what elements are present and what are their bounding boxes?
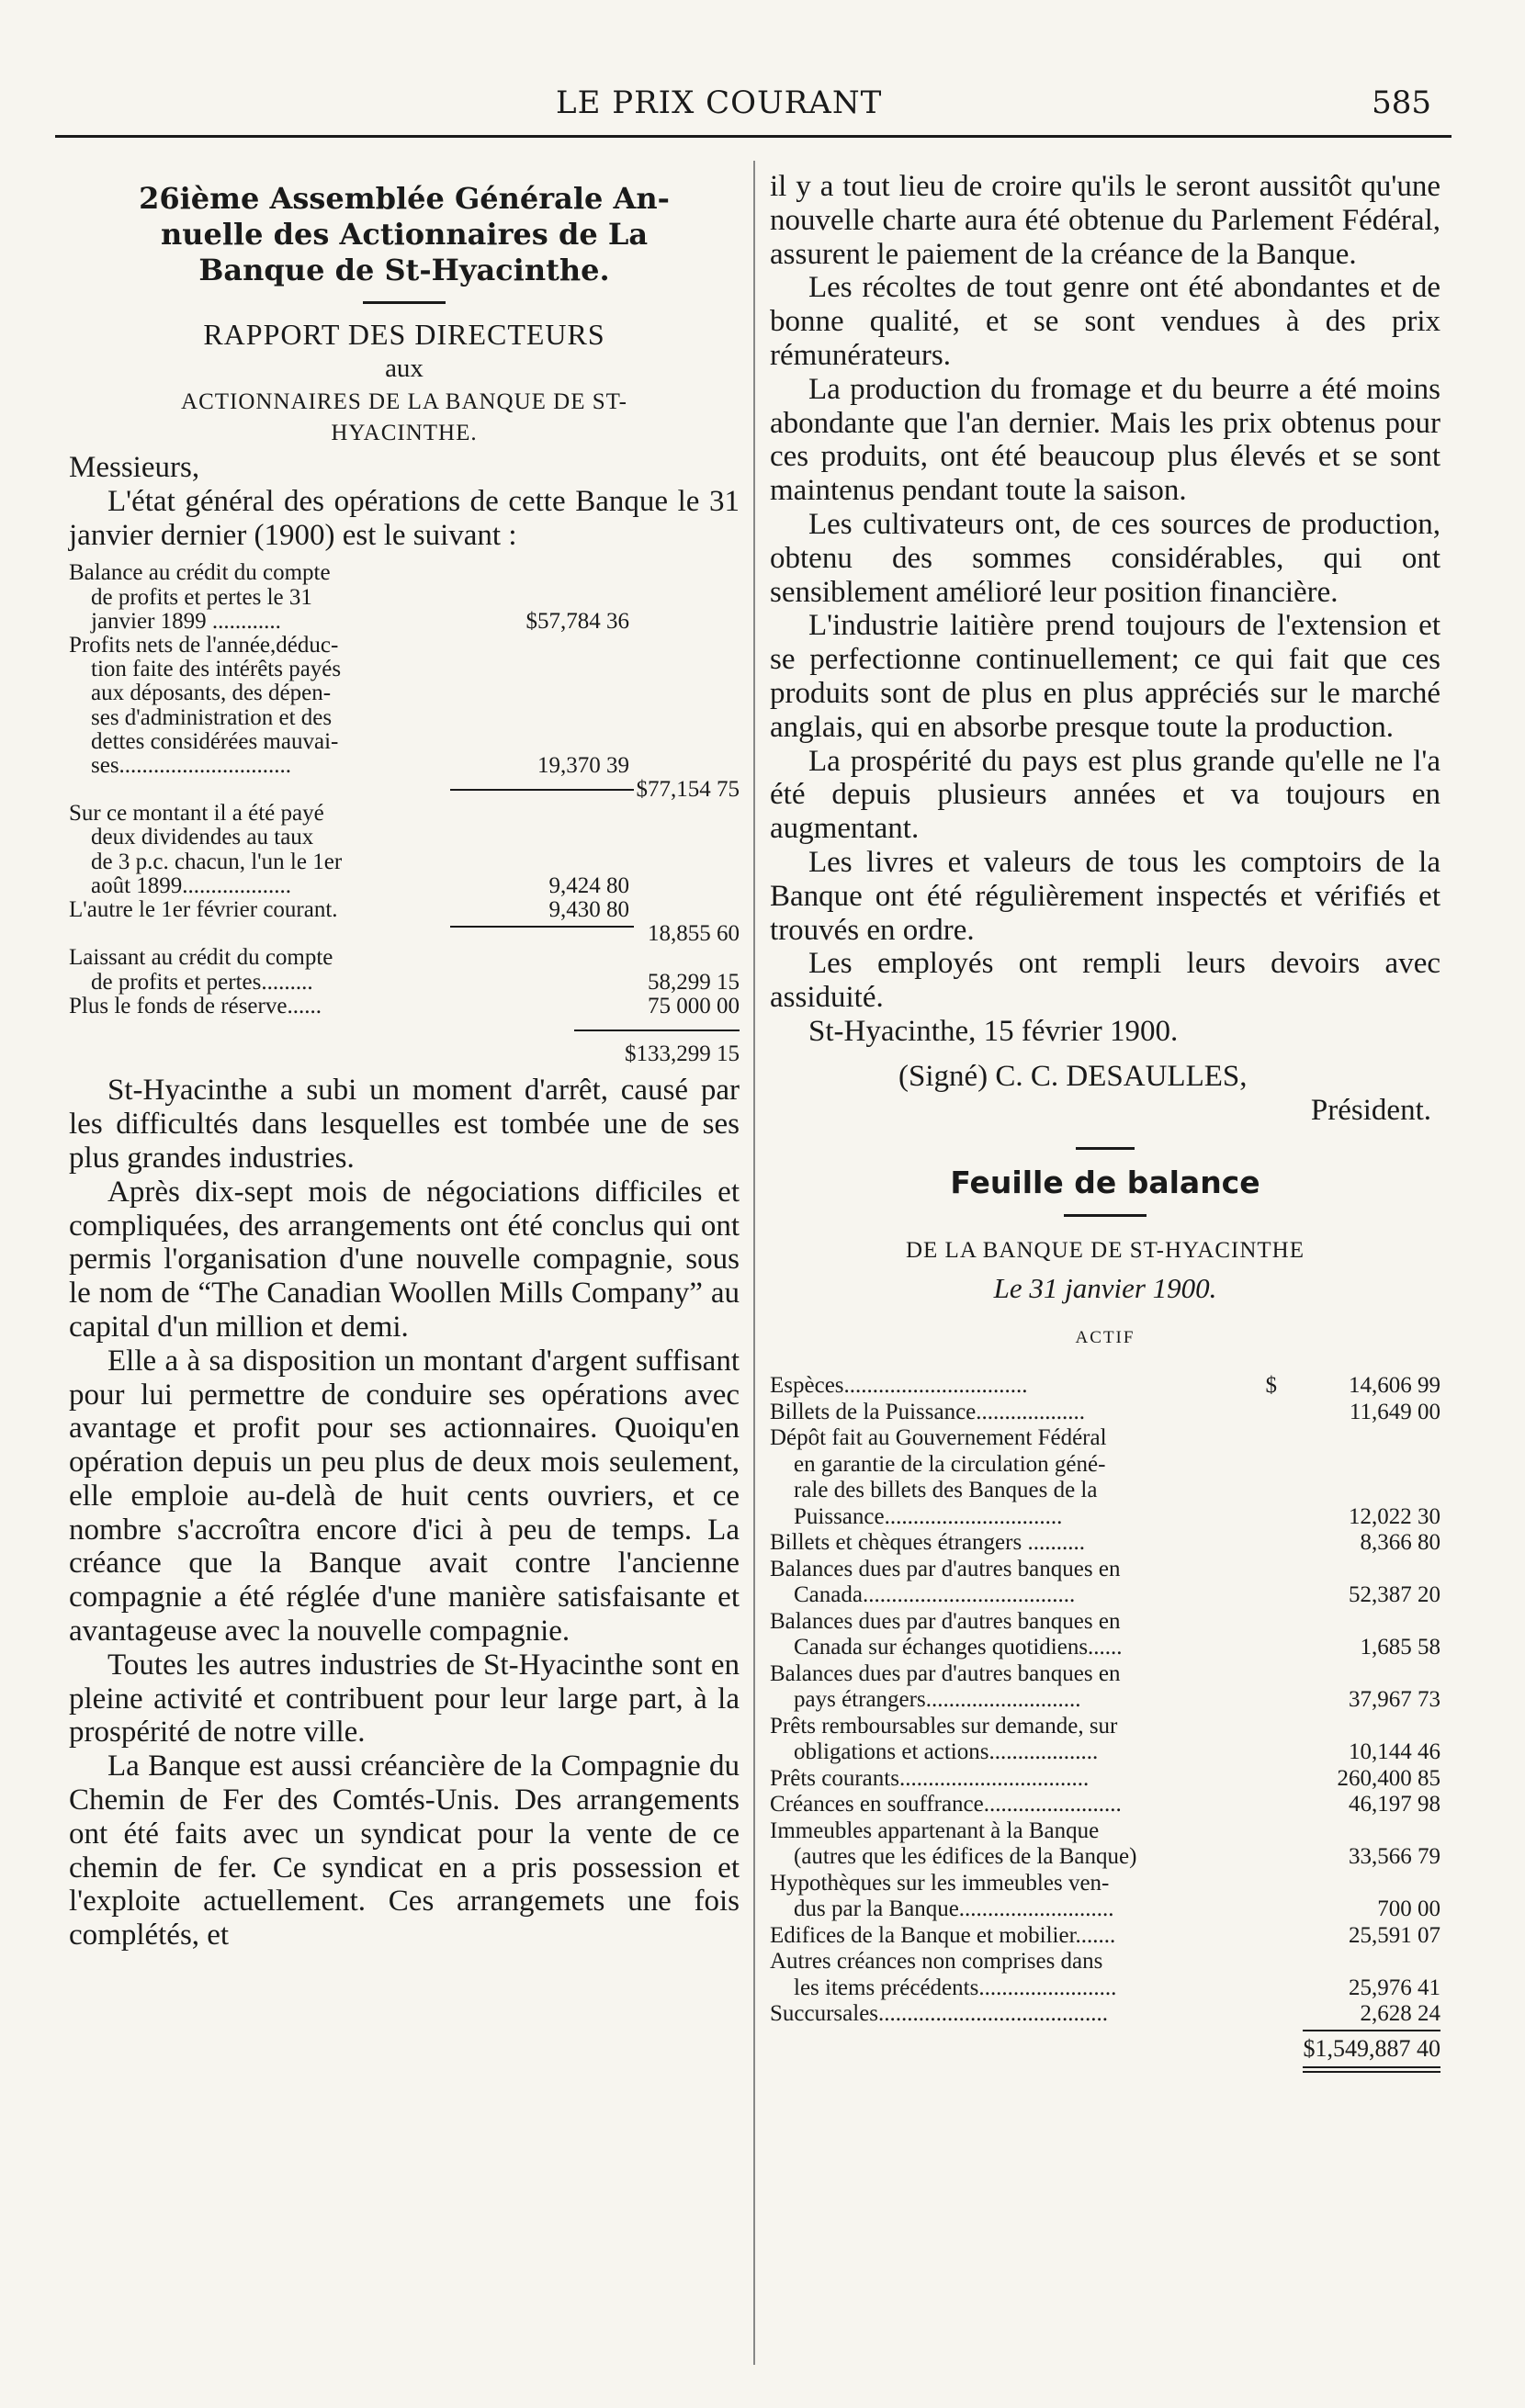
- paragraph: La Banque est aussi créancière de la Compagnie du Chemin de Fer des Comtés-Unis. Des arrangements ont été faits avec un syndicat pour la vente de ce chemin de fer. Ce syndicat en a pris possession et l'exploite actuellement. Ces arrangemets une fois complétés, et: [69, 1750, 740, 1952]
- ledger-row: [69, 681, 740, 705]
- ledger-description: Profits nets de l'année,déduc-: [69, 633, 339, 658]
- intro-paragraph: L'état général des opérations de cette Banque le 31 janvier dernier (1900) est le suivant :: [69, 484, 740, 552]
- ledger-row: [69, 610, 740, 634]
- ledger-row: [69, 778, 740, 802]
- balance-item: Canada.....................................: [794, 1582, 1076, 1608]
- ledger-row: [69, 995, 740, 1018]
- ledger-row: [69, 706, 740, 730]
- balance-row: [770, 1478, 1440, 1504]
- balance-row: [770, 1687, 1440, 1714]
- ledger-row: [69, 898, 740, 922]
- ledger-row: [69, 850, 740, 874]
- ledger-description: août 1899...................: [91, 873, 292, 898]
- balance-amount: 52,387 20: [1349, 1582, 1440, 1608]
- ledger-amount: 9,430 80: [548, 897, 629, 923]
- balance-amount: 1,685 58: [1360, 1635, 1440, 1660]
- balance-amount: 14,606 99: [1349, 1373, 1440, 1399]
- balance-item: Prêts courants.................................: [770, 1765, 1090, 1791]
- ledger-row: [69, 1042, 740, 1066]
- balance-row: [770, 1504, 1440, 1531]
- paragraph: Les récoltes de tout genre ont été abondantes et de bonne qualité, et se sont vendues à des prix rémunérateurs.: [770, 271, 1440, 372]
- title-line: nuelle des Actionnaires de La: [160, 217, 649, 252]
- balance-amount: 37,967 73: [1349, 1687, 1440, 1713]
- balance-item: Billets et chèques étrangers ..........: [770, 1530, 1085, 1556]
- balance-total-row: [770, 2033, 1440, 2065]
- ledger-row: [69, 826, 740, 850]
- balance-item: Canada sur échanges quotidiens......: [794, 1635, 1123, 1660]
- balance-item: Autres créances non comprises dans: [770, 1949, 1103, 1975]
- ledger-description: deux dividendes au taux: [91, 826, 314, 850]
- balance-row: [770, 2001, 1440, 2028]
- ledger-description: Plus le fonds de réserve......: [69, 994, 322, 1018]
- balance-date: Le 31 janvier 1900.: [993, 1272, 1217, 1305]
- actif-label: ACTIF: [1075, 1328, 1135, 1348]
- balance-row: [770, 1530, 1440, 1557]
- ledger-row: [69, 561, 740, 585]
- signature-title: Président.: [1310, 1093, 1431, 1127]
- balance-row: [770, 1400, 1440, 1426]
- balance-item: Edifices de la Banque et mobilier.......: [770, 1922, 1116, 1948]
- signature: (Signé) C. C. DESAULLES,: [898, 1059, 1248, 1093]
- ledger-total: 18,855 60: [648, 921, 740, 947]
- balance-item: Puissance...............................: [794, 1503, 1063, 1529]
- balance-row: [770, 1714, 1440, 1740]
- balance-item: en garantie de la circulation géné-: [794, 1451, 1106, 1477]
- ledger-description: de profits et pertes.........: [91, 970, 313, 995]
- title-line: Banque de St-Hyacinthe.: [198, 253, 610, 287]
- balance-row: [770, 1766, 1440, 1793]
- ledger-total: 75 000 00: [648, 993, 740, 1018]
- balance-amount: 10,144 46: [1349, 1739, 1440, 1765]
- balance-row: [770, 1792, 1440, 1818]
- balance-item: Balances dues par d'autres banques en: [770, 1660, 1121, 1686]
- ledger-row: [69, 586, 740, 610]
- paragraph: il y a tout lieu de croire qu'ils le seront aussitôt qu'une nouvelle charte aura été obtenue du Parlement Fédéral, assurent le paiement de la créance de la Banque.: [770, 170, 1440, 271]
- balance-amount: 25,976 41: [1349, 1975, 1440, 2000]
- balance-item: obligations et actions...................: [794, 1739, 1099, 1765]
- currency-sign: $: [1265, 1373, 1277, 1399]
- ledger-amount: 9,424 80: [548, 872, 629, 898]
- balance-subtitle: DE LA BANQUE DE ST-HYACINTHE: [905, 1238, 1305, 1264]
- ledger-amount: 19,370 39: [537, 752, 629, 778]
- balance-item: Succursales........................................: [770, 2001, 1109, 2027]
- balance-row: [770, 1425, 1440, 1452]
- ledger-description: ses..............................: [91, 753, 292, 778]
- report-heading: RAPPORT DES DIRECTEURS: [203, 318, 605, 351]
- balance-item: Espèces................................: [770, 1373, 1028, 1399]
- report-addressees: ACTIONNAIRES DE LA BANQUE DE ST-: [181, 389, 627, 414]
- ledger-description: dettes considérées mauvai-: [91, 729, 339, 754]
- running-title: LE PRIX COURANT: [556, 84, 883, 121]
- title-line: 26ième Assemblée Générale An-: [139, 181, 670, 216]
- separator-rule: [363, 301, 446, 304]
- report-addressees-cont: HYACINTHE.: [331, 421, 478, 445]
- ledger-description: tion faite des intérêts payés: [91, 658, 342, 682]
- ledger-rule: [574, 1030, 740, 1031]
- ledger-description: aux déposants, des dépen-: [91, 681, 332, 706]
- ledger-total: $77,154 75: [636, 777, 740, 803]
- balance-row: [770, 1949, 1440, 1975]
- ledger-total: 58,299 15: [648, 969, 740, 995]
- salutation: Messieurs,: [69, 451, 200, 484]
- balance-row: [770, 1661, 1440, 1688]
- report-aux: aux: [385, 354, 424, 383]
- balance-item: Balances dues par d'autres banques en: [770, 1556, 1121, 1581]
- header-rule: [55, 135, 1452, 138]
- ledger-row: [69, 802, 740, 826]
- balance-row: [770, 1582, 1440, 1609]
- balance-item: Créances en souffrance........................: [770, 1792, 1122, 1817]
- balance-row: [770, 1373, 1440, 1400]
- balance-amount: 25,591 07: [1349, 1922, 1440, 1948]
- balance-amount: 11,649 00: [1349, 1399, 1440, 1424]
- profit-loss-statement: [69, 561, 740, 1066]
- paragraph: Elle a à sa disposition un montant d'argent suffisant pour lui permettre de conduire ses opérations avec avantage et profit pour ses actionnaires. Quoiqu'en opération depuis un peu plus de deux mois seulement, elle emploie au-delà de huit cents ouvriers, et ce nombre s'accroîtra encore d'ici à peu de temps. La créance que la Banque avait contre l'ancienne compagnie a été réglée d'une manière satisfaisante et avantageuse avec la nouvelle compagnie.: [69, 1344, 740, 1648]
- balance-item: Dépôt fait au Gouvernement Fédéral: [770, 1425, 1107, 1451]
- ledger-amount: $57,784 36: [525, 608, 629, 634]
- balance-amount: 33,566 79: [1349, 1844, 1440, 1870]
- balance-amount: 12,022 30: [1349, 1503, 1440, 1529]
- ledger-description: janvier 1899 ............: [91, 609, 281, 634]
- balance-row: [770, 1739, 1440, 1766]
- ledger-description: ses d'administration et des: [91, 705, 333, 730]
- ledger-row: [69, 922, 740, 946]
- balance-item: (autres que les édifices de la Banque): [794, 1844, 1137, 1870]
- ledger-row: [69, 754, 740, 778]
- balance-title: Feuille de balance: [950, 1165, 1260, 1201]
- page-number: 585: [1372, 84, 1431, 121]
- paragraph: La prospérité du pays est plus grande qu'elle ne l'a été depuis plusieurs années et va toujours en augmentant.: [770, 744, 1440, 846]
- balance-amount: 8,366 80: [1360, 1530, 1440, 1556]
- balance-row: [770, 1452, 1440, 1479]
- article-title: [69, 181, 740, 288]
- balance-amount: 700 00: [1377, 1896, 1440, 1922]
- ledger-description: de profits et pertes le 31: [91, 585, 312, 610]
- ledger-row: [69, 730, 740, 754]
- separator-rule: [1076, 1147, 1135, 1150]
- column-divider: [753, 161, 755, 2365]
- paragraph: Après dix-sept mois de négociations difficiles et compliquées, des arrangements ont été conclus qui ont permis l'organisation d'une nouvelle compagnie, sous le nom de “The Canadian Woollen Mills Company” au capital d'un million et demi.: [69, 1175, 740, 1344]
- paragraph: Les livres et valeurs de tous les comptoirs de la Banque ont été régulièrement inspectés et vérifiés et trouvés en ordre.: [770, 845, 1440, 947]
- balance-total: $1,549,887 40: [1303, 2034, 1440, 2062]
- paragraph: Les cultivateurs ont, de ces sources de production, obtenu des sommes considérables, qui ont sensiblement amélioré leur position financière.: [770, 507, 1440, 609]
- balance-item: pays étrangers...........................: [794, 1687, 1081, 1713]
- balance-sheet: [770, 1373, 1440, 2028]
- separator-rule: [1064, 1214, 1147, 1217]
- balance-item: Balances dues par d'autres banques en: [770, 1608, 1121, 1634]
- balance-row: [770, 1896, 1440, 1923]
- ledger-row: [69, 971, 740, 995]
- balance-row: [770, 1557, 1440, 1583]
- newspaper-page: [55, 0, 1452, 2408]
- balance-item: rale des billets des Banques de la: [794, 1478, 1098, 1503]
- ledger-row: [69, 634, 740, 658]
- paragraph: Toutes les autres industries de St-Hyacinthe sont en pleine activité et contribuent pour leur large part, à la prospérité de notre ville.: [69, 1648, 740, 1750]
- ledger-description: Laissant au crédit du compte: [69, 946, 333, 971]
- place-date: St-Hyacinthe, 15 février 1900.: [808, 1014, 1179, 1048]
- ledger-description: L'autre le 1er février courant.: [69, 898, 338, 923]
- right-column: [770, 170, 1440, 2074]
- page-header: [55, 84, 1452, 129]
- ledger-row: [69, 874, 740, 898]
- ledger-row: [69, 658, 740, 681]
- balance-item: Hypothèques sur les immeubles ven-: [770, 1870, 1110, 1896]
- balance-item: les items précédents........................: [794, 1975, 1117, 2000]
- ledger-row: [69, 1018, 740, 1042]
- balance-row: [770, 1635, 1440, 1661]
- balance-row: [770, 1818, 1440, 1845]
- balance-item: dus par la Banque...........................: [794, 1896, 1114, 1922]
- paragraph: La production du fromage et du beurre a été moins abondante que l'an dernier. Mais les prix obtenus pour ces produits, ont été beaucoup plus élevés et se sont maintenus pendant toute la saison.: [770, 372, 1440, 508]
- ledger-description: de 3 p.c. chacun, l'un le 1er: [91, 850, 343, 874]
- balance-item: Billets de la Puissance...................: [770, 1399, 1086, 1424]
- balance-row: [770, 1923, 1440, 1950]
- ledger-description: Balance au crédit du compte: [69, 561, 331, 586]
- balance-row: [770, 1844, 1440, 1871]
- paragraph: Les employés ont rempli leurs devoirs avec assiduité.: [770, 947, 1440, 1015]
- total-rule: [1303, 2030, 1440, 2031]
- balance-item: Prêts remboursables sur demande, sur: [770, 1713, 1118, 1738]
- left-column: [69, 170, 740, 1952]
- double-rule: [770, 2065, 1440, 2074]
- paragraph: St-Hyacinthe a subi un moment d'arrêt, causé par les difficultés dans lesquelles est tombée une de ses plus grandes industries.: [69, 1074, 740, 1175]
- balance-row: [770, 1975, 1440, 2002]
- balance-amount: 2,628 24: [1360, 2001, 1440, 2027]
- ledger-description: Sur ce montant il a été payé: [69, 802, 324, 827]
- balance-item: Immeubles appartenant à la Banque: [770, 1817, 1100, 1843]
- balance-amount: 260,400 85: [1337, 1765, 1440, 1791]
- paragraph: L'industrie laitière prend toujours de l'extension et se perfectionne continuellement; ce qui fait que ces produits sont de plus en plus appréciés sur le marché anglais, qui en absorbe presque toute la production.: [770, 609, 1440, 744]
- balance-row: [770, 1609, 1440, 1636]
- ledger-total: $133,299 15: [625, 1041, 740, 1067]
- ledger-row: [69, 946, 740, 970]
- balance-row: [770, 1871, 1440, 1897]
- balance-amount: 46,197 98: [1349, 1792, 1440, 1817]
